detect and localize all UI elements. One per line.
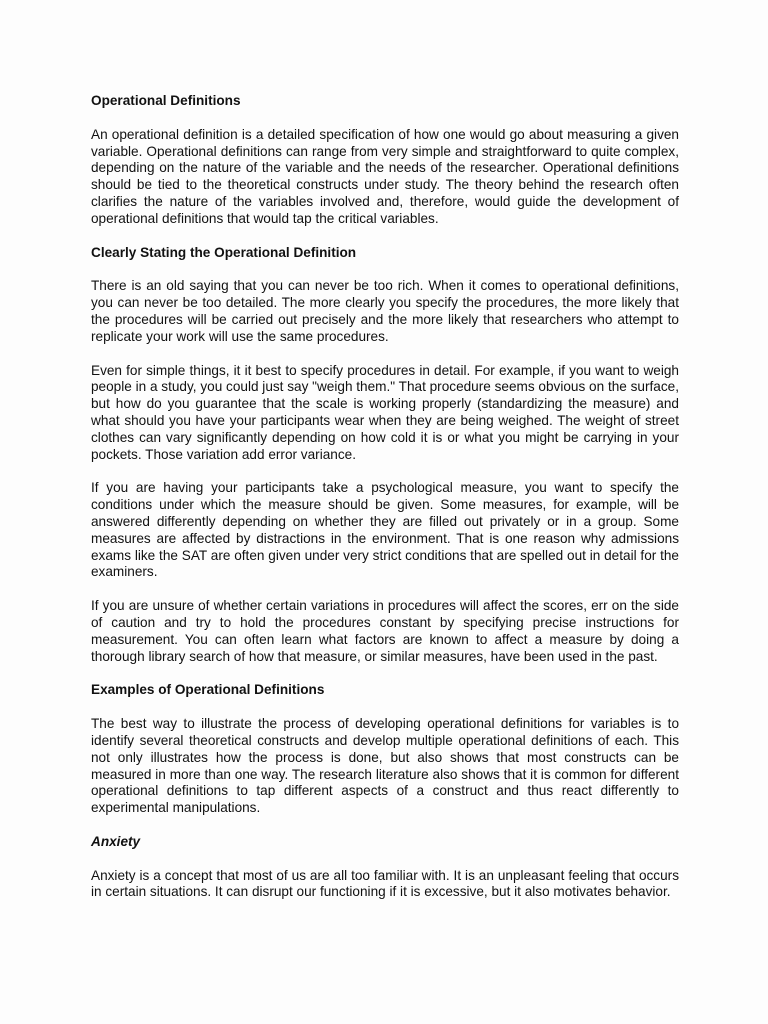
subheading-anxiety: Anxiety bbox=[91, 833, 141, 849]
paragraph: Even for simple things, it it best to specify procedures in detail. For example, if you want to weigh people in a study, you could just say "weigh them." That procedure seems obvious on the surface, but how do you guarantee that the scale is working properly (standardizing the measure) and what should you have your participants wear when they are being weighed. The weight of street clothes can vary significantly depending on how cold it is or what you might be carrying in your pockets. Those variation add error variance. bbox=[91, 362, 679, 462]
paragraph: An operational definition is a detailed specification of how one would go about measuring a given variable. Operational definitions can range from very simple and straightforward to quite complex, depending on the nature of the variable and the needs of the researcher. Operational definitions should be tied to the theoretical constructs under study. The theory behind the research often clarifies the nature of the variables involved and, therefore, would guide the development of operational definitions that would tap the critical variables. bbox=[91, 126, 679, 226]
paragraph: If you are having your participants take a psychological measure, you want to specify the conditions under which the measure should be given. Some measures, for example, will be answered differently depending on whether they are filled out privately or in a group. Some measures are affected by distractions in the environment. That is one reason why admissions exams like the SAT are often given under very strict conditions that are spelled out in detail for the examiners. bbox=[91, 480, 679, 580]
paragraph: There is an old saying that you can never be too rich. When it comes to operational definitions, you can never be too detailed. The more clearly you specify the procedures, the more likely that the procedures will be carried out precisely and the more likely that researchers who attempt to replicate your work will use the same procedures. bbox=[91, 278, 679, 344]
paragraph: Anxiety is a concept that most of us are all too familiar with. It is an unpleasant feeling that occurs in certain situations. It can disrupt our functioning if it is excessive, but it also motivates behavior. bbox=[91, 867, 679, 900]
paragraph: If you are unsure of whether certain variations in procedures will affect the scores, err on the side of caution and try to hold the procedures constant by specifying precise instructions for measurement. You can often learn what factors are known to affect a measure by doing a thorough library search of how that measure, or similar measures, have been used in the past. bbox=[91, 598, 679, 664]
document-body bbox=[91, 93, 679, 918]
paragraph: The best way to illustrate the process of developing operational definitions for variables is to identify several theoretical constructs and develop multiple operational definitions of each. This not only illustrates how the process is done, but also shows that most constructs can be measured in more than one way. The research literature also shows that it is common for different operational definitions to tap different aspects of a construct and thus react differently to experimental manipulations. bbox=[91, 716, 679, 816]
section-heading-operational-definitions: Operational Definitions bbox=[91, 93, 241, 108]
section-heading-clearly-stating: Clearly Stating the Operational Definition bbox=[91, 244, 357, 260]
section-heading-examples: Examples of Operational Definitions bbox=[91, 682, 325, 698]
